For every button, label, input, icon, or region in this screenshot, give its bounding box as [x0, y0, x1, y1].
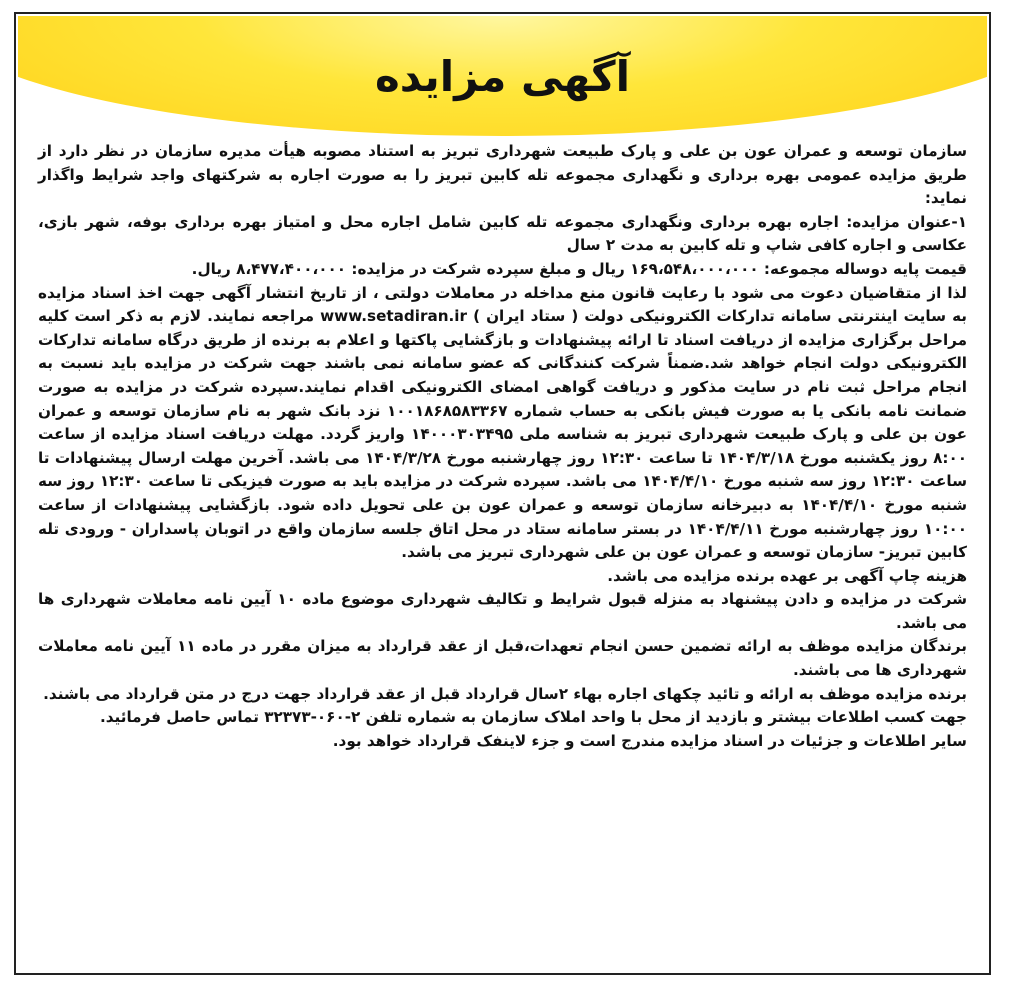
notice-frame	[14, 12, 991, 975]
auction-subject-paragraph: ۱-عنوان مزایده: اجاره بهره برداری ونگهداری مجموعه تله کابین شامل اجاره محل و امتیاز بهره برداری بوفه، شهر بازی، عکاسی و اجاره کافی شاپ و تله کابین به مدت ۲ سال	[38, 212, 967, 255]
intro-paragraph: سازمان توسعه و عمران عون بن علی و پارک طبیعت شهرداری تبریز به استناد مصوبه هیأت مدیره سازمان در نظر دارد از طریق مزایده عمومی بهره برداری و نگهداری مجموعه تله کابین تبریز را به صورت اجاره به شرکتهای واجد شرایط واگذار نماید:	[38, 142, 967, 208]
closing-paragraph: سایر اطلاعات و جزئیات در اسناد مزایده مندرج است و جزء لاینفک قرارداد خواهد بود.	[332, 731, 967, 750]
participation-terms-paragraph: شرکت در مزایده و دادن پیشنهاد به منزله قبول شرایط و تکالیف شهرداری موضوع ماده ۱۰ آیین نامه معاملات شهرداری ها می باشد.	[38, 590, 967, 632]
cheques-paragraph: برنده مزایده موظف به ارائه و تائید چکهای اجاره بهاء ۲سال قرارداد قبل از عقد قرارداد جهت درج در متن قرارداد می باشند.	[43, 684, 967, 703]
winners-guarantee-paragraph: برندگان مزایده موظف به ارائه تضمین حسن انجام تعهدات،قبل از عقد قرارداد به میزان مقرر در ماده ۱۱ آیین نامه معاملات شهرداری ها می باشند.	[38, 637, 967, 680]
notice-title: آگهی مزایده	[374, 52, 630, 101]
contact-paragraph: جهت کسب اطلاعات بیشتر و بازدید از محل با واحد املاک سازمان به شماره تلفن ۲-۰۶۰-۳۲۳۷۳ تماس حاصل فرمائید.	[100, 708, 967, 727]
procedure-paragraph: لذا از متقاضیان دعوت می شود با رعایت قانون منع مداخله در معاملات دولتی ، از تاریخ انتشار آگهی جهت اخذ اسناد مزایده به سایت اینترنتی سامانه تدارکات الکترونیکی دولت ( ستاد ایران ) www.setadiran.ir مراجعه نمایند. لازم به ذکر است کلیه مراحل برگزاری مزایده از دریافت اسناد تا ارائه پیشنهادات و بازگشایی پاکتها و اعلام به برنده از طریق درگاه سامانه تدارکات الکترونیکی دولت انجام خواهد شد.ضمناً شرکت کنندگانی که عضو سامانه نمی باشند جهت شرکت در مزایده باید نسبت به انجام مراحل ثبت نام در سایت مذکور و دریافت گواهی امضای الکترونیکی اقدام نمایند.سپرده شرکت در مزایده به صورت ضمانت نامه بانکی یا به صورت فیش بانکی به حساب شماره ۱۰۰۱۸۶۸۵۸۳۳۶۷ نزد بانک شهر به نام سازمان توسعه و عمران عون بن علی و پارک طبیعت شهرداری تبریز به شناسه ملی ۱۴۰۰۰۳۰۳۴۹۵ واریز گردد. مهلت دریافت اسناد مزایده از ساعت ۸:۰۰ روز یکشنبه مورخ ۱۴۰۴/۳/۱۸ تا ساعت ۱۲:۳۰ روز چهارشنبه مورخ ۱۴۰۴/۳/۲۸ می باشد. آخرین مهلت ارسال پیشنهادات تا ساعت ۱۲:۳۰ روز سه شنبه مورخ ۱۴۰۴/۴/۱۰ می باشد. سپرده شرکت در مزایده باید به صورت فیزیکی تا ساعت ۱۲:۳۰ روز سه شنبه مورخ ۱۴۰۴/۴/۱۰ به دبیرخانه سازمان توسعه و عمران عون بن علی تحویل داده شود. بازگشایی پیشنهادات از ساعت ۱۰:۰۰ روز چهارشنبه مورخ ۱۴۰۴/۴/۱۱ در بستر سامانه ستاد در محل اتاق جلسه سازمان واقع در اتوبان پاسداران - ورودی تله کابین تبریز- سازمان توسعه و عمران عون بن علی شهرداری تبریز می باشد.	[38, 283, 968, 562]
price-paragraph: قیمت پایه دوساله مجموعه: ۱۶۹،۵۴۸،۰۰۰،۰۰۰ ریال و مبلغ سپرده شرکت در مزایده: ۸،۴۷۷،۴۰۰،۰۰۰ ریال.	[191, 259, 967, 278]
notice-body	[38, 140, 967, 963]
ad-cost-paragraph: هزینه چاپ آگهی بر عهده برنده مزایده می باشد.	[607, 566, 967, 585]
